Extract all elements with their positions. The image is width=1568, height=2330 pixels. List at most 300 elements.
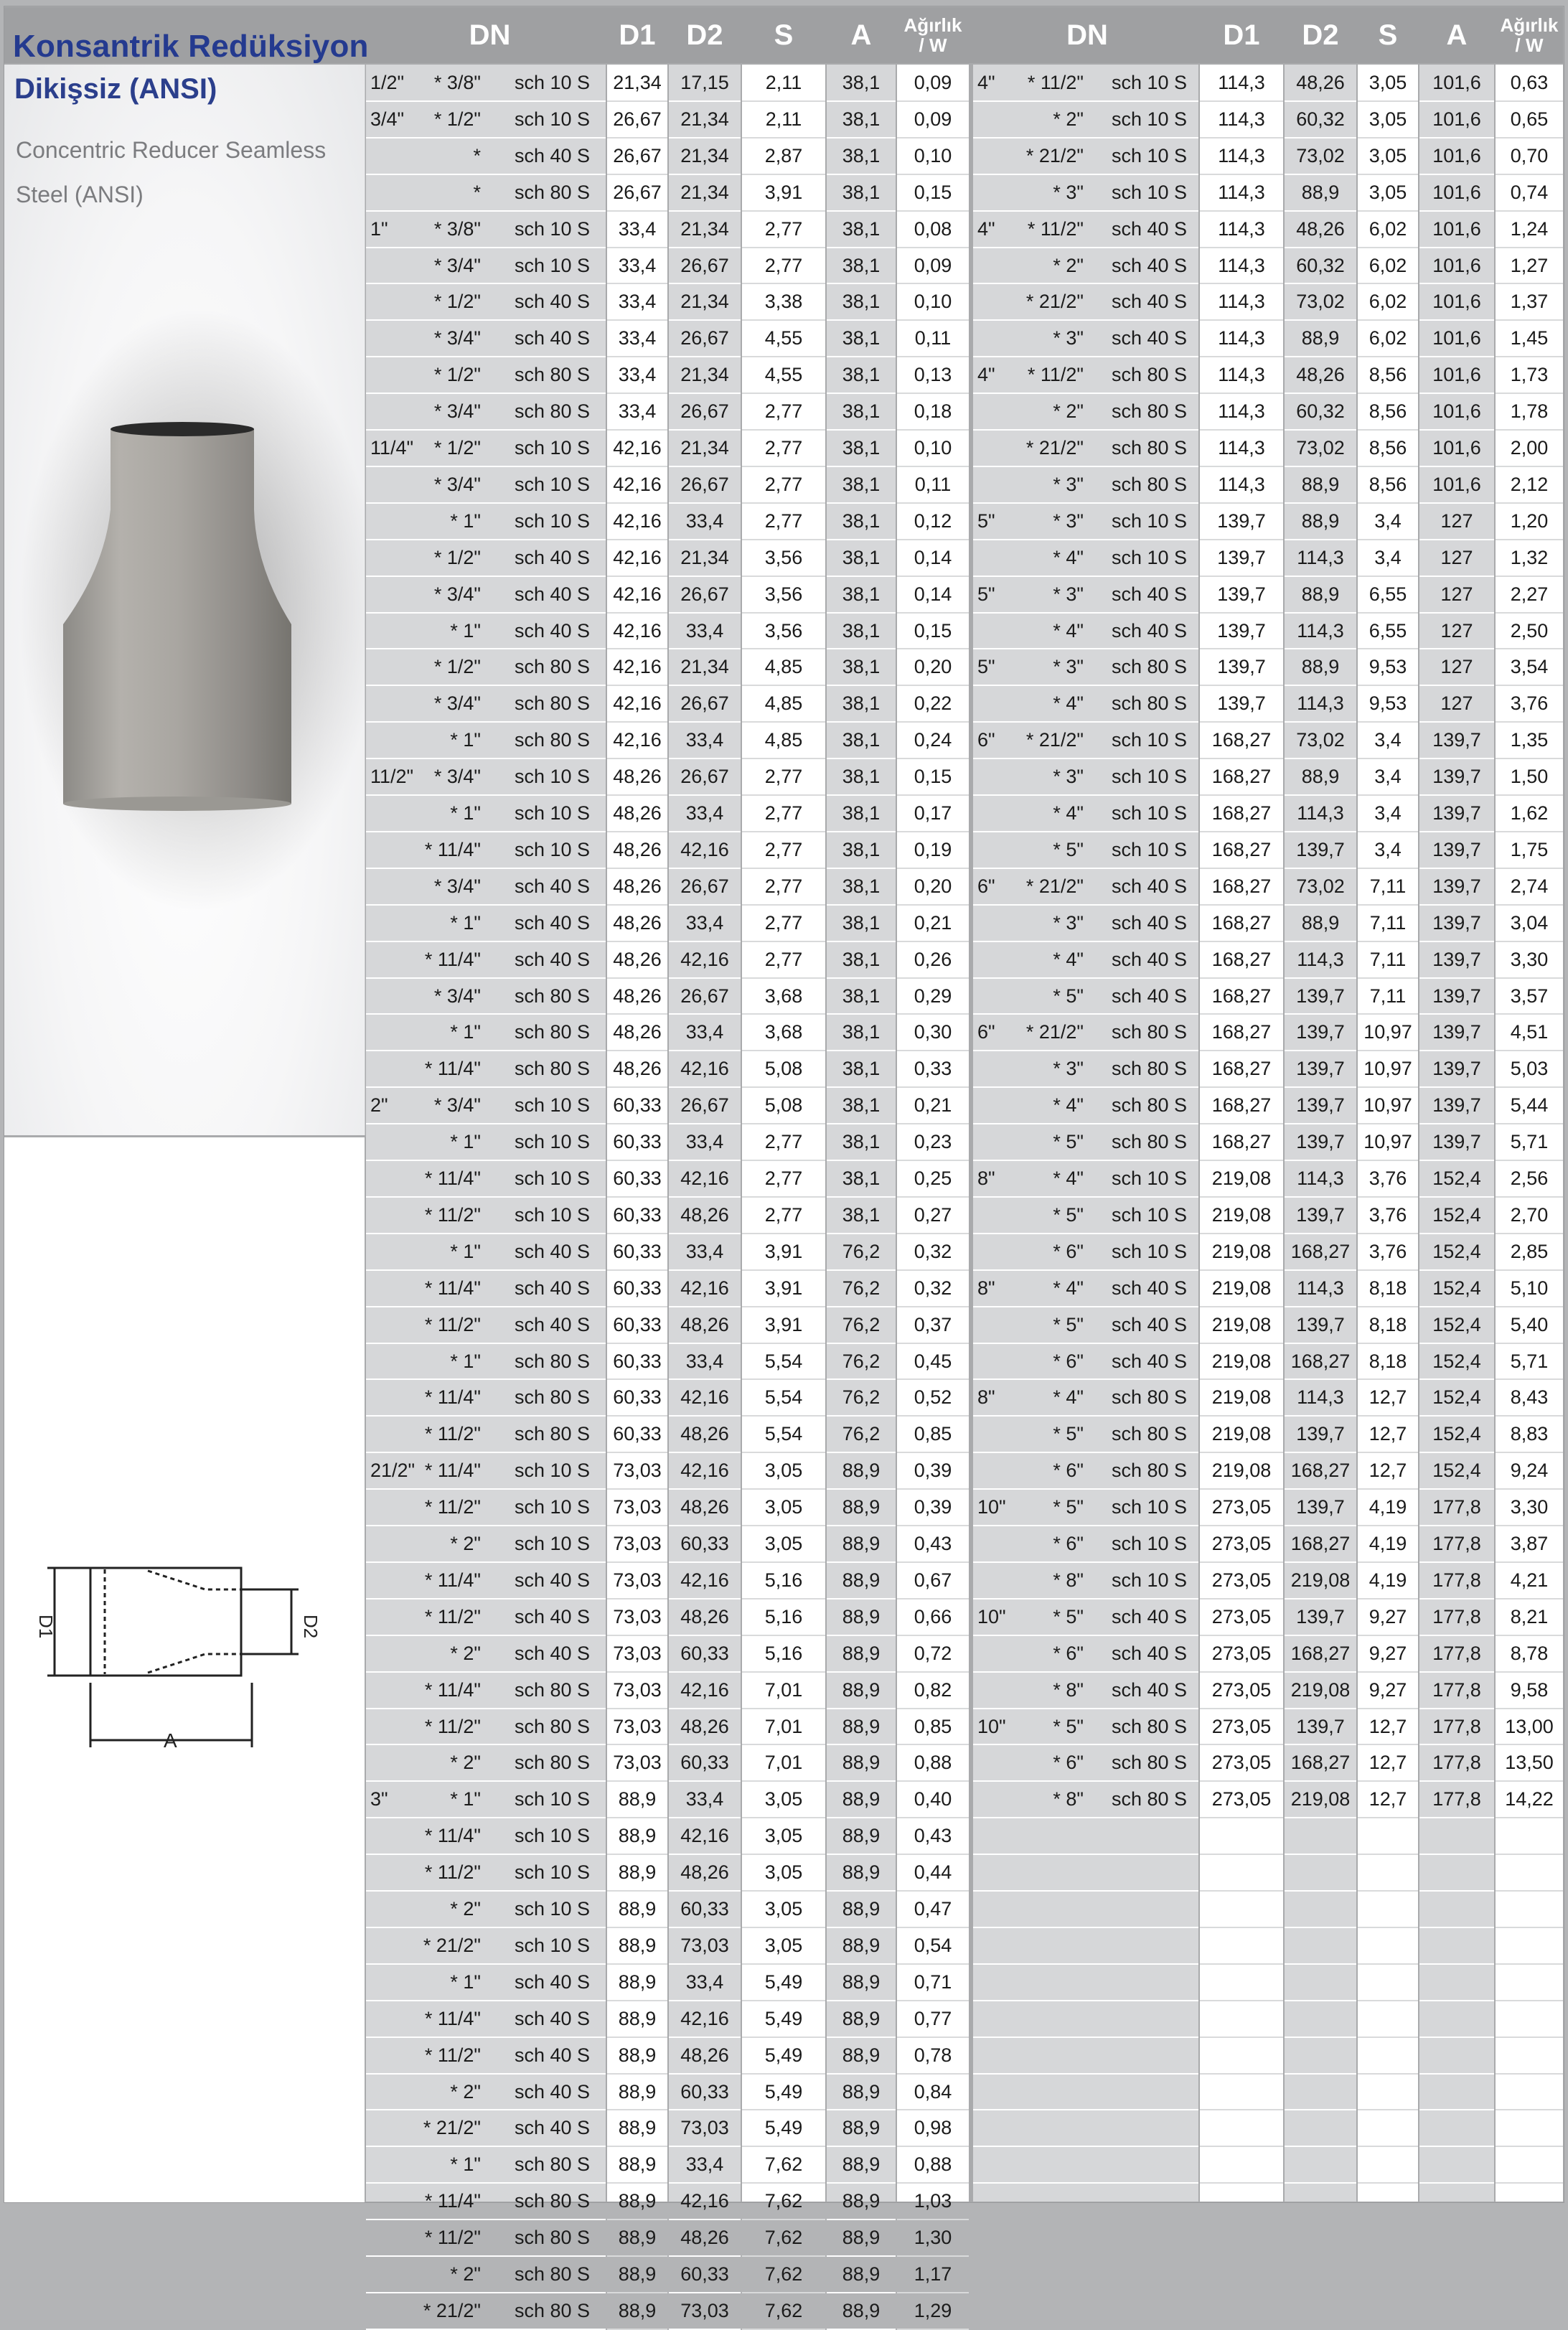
left-cell-d2: 48,26	[680, 1203, 729, 1226]
left-cell-dn1	[370, 1818, 421, 1854]
right-cell-dn2: * 3"	[1053, 473, 1084, 495]
left-cell-d1: 88,9	[618, 2117, 657, 2139]
left-cell-a: 88,9	[842, 1715, 881, 1737]
right-cell-w: 1,20	[1510, 509, 1549, 532]
right-cell-a: 152,4	[1432, 1460, 1481, 1482]
right-cell-d2: 48,26	[1296, 217, 1345, 240]
left-cell-dn2: * 11/2"	[424, 1496, 481, 1518]
left-cell-d2: 26,67	[680, 327, 729, 349]
left-cell-d1: 73,03	[613, 1678, 662, 1701]
left-cell-d1: 48,26	[613, 1021, 662, 1043]
table-row	[0, 138, 1568, 174]
right-cell-w: 1,32	[1510, 546, 1549, 568]
left-cell-sch: sch 40 S	[514, 1970, 590, 1993]
right-row-divider	[1419, 2146, 1494, 2147]
left-cell-d2: 26,67	[680, 254, 729, 276]
header-dn-left: DN	[469, 19, 511, 51]
left-cell-s: 5,49	[764, 2044, 803, 2066]
left-row-divider	[366, 2329, 606, 2330]
table-row	[0, 320, 1568, 357]
right-cell-a: 177,8	[1432, 1678, 1481, 1701]
right-cell-dn2: * 5"	[1053, 1496, 1084, 1518]
left-cell-d2: 21,34	[680, 181, 729, 203]
right-cell-sch: sch 40 S	[1111, 1605, 1187, 1627]
right-cell-sch: sch 80 S	[1111, 656, 1187, 678]
left-cell-s: 4,55	[764, 327, 803, 349]
left-cell-d1: 42,16	[613, 437, 662, 459]
left-cell-d2: 21,34	[680, 364, 729, 386]
left-cell-d1: 60,33	[613, 1094, 662, 1117]
left-cell-sch: sch 80 S	[514, 1423, 590, 1445]
left-cell-w: 0,14	[914, 546, 952, 568]
left-cell-a: 38,1	[842, 181, 881, 203]
right-cell-a: 177,8	[1432, 1752, 1481, 1774]
left-cell-dn2: * 11/4"	[424, 1569, 481, 1591]
right-cell-dn2: * 21/2"	[1025, 729, 1084, 751]
right-cell-d2: 60,32	[1296, 254, 1345, 276]
right-cell-dn2: * 4"	[1053, 1094, 1084, 1117]
right-row-divider	[1358, 2000, 1418, 2001]
left-cell-s: 5,16	[764, 1605, 803, 1627]
left-cell-w: 0,45	[914, 1350, 952, 1372]
left-cell-w: 0,21	[914, 911, 952, 934]
left-cell-d1: 60,33	[613, 1313, 662, 1335]
left-cell-d2: 33,4	[685, 729, 724, 751]
label-a: A	[164, 1729, 177, 1752]
right-row-divider	[1496, 1890, 1563, 1892]
right-row-divider	[1358, 1890, 1418, 1892]
left-cell-dn2: * 11/2"	[424, 2044, 481, 2066]
right-cell-s: 3,4	[1374, 838, 1402, 860]
right-cell-w: 13,00	[1505, 1715, 1554, 1737]
right-row-divider	[1200, 1817, 1283, 1818]
left-cell-dn2: * 11/4"	[424, 1386, 481, 1409]
table-row	[0, 2293, 1568, 2329]
right-cell-w: 0,63	[1510, 72, 1549, 93]
right-cell-w: 1,78	[1510, 400, 1549, 423]
left-cell-w: 0,12	[914, 509, 952, 532]
left-cell-d1: 48,26	[613, 802, 662, 824]
right-cell-dn2: * 21/2"	[1025, 437, 1084, 459]
right-cell-a: 101,6	[1432, 473, 1481, 495]
left-cell-w: 0,27	[914, 1203, 952, 1226]
right-row-divider	[1285, 2146, 1356, 2147]
right-cell-d1: 219,08	[1211, 1350, 1272, 1372]
left-cell-dn2: * 1"	[450, 2153, 481, 2176]
left-cell-dn2: * 11/4"	[424, 1825, 481, 1847]
right-row-divider	[973, 2000, 1198, 2001]
left-cell-sch: sch 80 S	[514, 1021, 590, 1043]
right-row-divider	[1419, 1927, 1494, 1928]
table-row	[0, 211, 1568, 248]
right-cell-d1: 114,3	[1218, 217, 1265, 240]
left-cell-w: 0,67	[914, 1569, 952, 1591]
right-cell-a: 152,4	[1432, 1168, 1481, 1189]
table-row	[0, 1818, 1568, 1854]
right-cell-dn1: 10"	[977, 1605, 1006, 1627]
table-row	[0, 2037, 1568, 2074]
left-cell-s: 3,05	[764, 1788, 803, 1810]
left-cell-dn2: * 1"	[450, 729, 481, 751]
right-cell-dn2: * 5"	[1053, 1313, 1084, 1335]
left-cell-sch: sch 80 S	[514, 985, 590, 1007]
left-cell-sch: sch 80 S	[514, 2153, 590, 2176]
left-cell-a: 88,9	[842, 2263, 881, 2285]
right-cell-d2: 219,08	[1290, 1678, 1351, 1701]
right-cell-s: 8,56	[1369, 364, 1407, 386]
left-cell-d2: 42,16	[680, 1168, 729, 1189]
right-cell-sch: sch 80 S	[1111, 1788, 1187, 1810]
left-cell-w: 0,39	[914, 1460, 952, 1482]
right-cell-w: 8,43	[1510, 1386, 1549, 1409]
right-row-divider	[1358, 2146, 1418, 2147]
right-cell-s: 6,02	[1369, 254, 1407, 276]
left-cell-sch: sch 10 S	[514, 1934, 590, 1956]
left-cell-w: 0,88	[914, 2153, 952, 2176]
table-row	[0, 174, 1568, 211]
right-cell-dn2: * 2"	[1053, 108, 1084, 130]
right-cell-d2: 168,27	[1290, 1752, 1351, 1774]
left-cell-dn2: * 11/2"	[424, 1715, 481, 1737]
left-cell-w: 0,40	[914, 1788, 952, 1810]
header-s-left: S	[774, 19, 794, 51]
left-cell-w: 0,82	[914, 1678, 952, 1701]
left-cell-w: 0,43	[914, 1533, 952, 1554]
left-cell-d2: 33,4	[685, 802, 724, 824]
right-cell-a: 152,4	[1432, 1386, 1481, 1409]
left-cell-w: 0,17	[914, 802, 952, 824]
table-row	[0, 1160, 1568, 1197]
left-cell-a: 38,1	[842, 546, 881, 568]
left-cell-sch: sch 10 S	[514, 473, 590, 495]
left-cell-d2: 73,03	[680, 2117, 729, 2139]
header-s-right: S	[1378, 19, 1398, 51]
left-cell-sch: sch 10 S	[514, 1825, 590, 1847]
table-row	[0, 1270, 1568, 1307]
left-cell-w: 0,08	[914, 217, 952, 240]
left-cell-dn2: * 1/2"	[433, 437, 481, 459]
left-cell-dn2: * 11/2"	[424, 1605, 481, 1627]
right-cell-d1: 168,27	[1211, 911, 1272, 934]
table-row	[0, 1452, 1568, 1489]
right-row-divider	[1419, 2182, 1494, 2184]
left-cell-sch: sch 40 S	[514, 144, 590, 166]
table-row	[0, 2146, 1568, 2183]
right-cell-dn2: * 21/2"	[1025, 144, 1084, 166]
left-cell-a: 38,1	[842, 948, 881, 970]
right-cell-d2: 139,7	[1296, 1496, 1345, 1518]
left-cell-dn1: 2"	[370, 1094, 388, 1117]
left-cell-d2: 48,26	[680, 1313, 729, 1335]
right-cell-d2: 73,02	[1296, 729, 1345, 751]
left-cell-w: 1,03	[914, 2190, 952, 2212]
right-cell-dn2: * 6"	[1053, 1642, 1084, 1664]
left-cell-sch: sch 80 S	[514, 656, 590, 678]
left-cell-d2: 48,26	[680, 2227, 729, 2249]
table-row	[0, 1526, 1568, 1562]
right-cell-d2: 60,32	[1296, 400, 1345, 423]
left-cell-a: 88,9	[842, 1642, 881, 1664]
right-cell-d1: 168,27	[1211, 766, 1272, 788]
left-cell-d2: 21,34	[680, 546, 729, 568]
right-row-divider	[1200, 2182, 1283, 2184]
left-cell-dn2: * 3/4"	[433, 473, 481, 495]
left-cell-s: 5,08	[764, 1058, 803, 1080]
right-cell-sch: sch 80 S	[1111, 692, 1187, 715]
right-cell-d1: 168,27	[1211, 1021, 1272, 1043]
left-cell-dn2: * 1"	[450, 1788, 481, 1810]
table-row	[0, 1087, 1568, 1124]
left-cell-s: 2,77	[764, 509, 803, 532]
right-cell-dn1: 8"	[977, 1277, 995, 1299]
right-cell-dn1: 6"	[977, 729, 995, 751]
right-cell-dn2: * 3"	[1053, 766, 1084, 788]
left-cell-d1: 42,16	[613, 692, 662, 715]
right-cell-d2: 114,3	[1297, 546, 1344, 568]
right-cell-s: 10,97	[1363, 1131, 1412, 1153]
right-cell-s: 12,7	[1369, 1788, 1407, 1810]
right-cell-dn2: * 3"	[1053, 181, 1084, 203]
left-cell-d1: 33,4	[618, 217, 657, 240]
left-cell-sch: sch 40 S	[514, 1642, 590, 1664]
right-cell-a: 139,7	[1432, 985, 1481, 1007]
left-cell-a: 38,1	[842, 473, 881, 495]
right-cell-d1: 273,05	[1211, 1678, 1272, 1701]
left-cell-a: 38,1	[842, 254, 881, 276]
left-cell-sch: sch 40 S	[514, 948, 590, 970]
left-cell-sch: sch 10 S	[514, 254, 590, 276]
header-d2-left: D2	[686, 19, 723, 51]
right-cell-a: 127	[1440, 656, 1473, 678]
right-cell-sch: sch 40 S	[1111, 1642, 1187, 1664]
left-cell-sch: sch 80 S	[514, 2190, 590, 2212]
left-cell-dn2: * 3/4"	[433, 327, 481, 349]
table-row	[0, 248, 1568, 284]
left-cell-dn1	[370, 2110, 421, 2146]
left-cell-s: 5,16	[764, 1642, 803, 1664]
left-cell-d2: 26,67	[680, 766, 729, 788]
left-cell-d1: 73,03	[613, 1533, 662, 1554]
left-cell-dn2: * 11/4"	[424, 2190, 481, 2212]
right-cell-d2: 139,7	[1296, 1131, 1345, 1153]
left-cell-dn2: * 2"	[450, 1898, 481, 1920]
left-cell-dn1	[370, 1854, 421, 1891]
right-cell-d1: 273,05	[1211, 1752, 1272, 1774]
right-cell-d2: 114,3	[1297, 1277, 1344, 1299]
right-cell-d1: 168,27	[1211, 729, 1272, 751]
left-cell-d1: 88,9	[618, 2153, 657, 2176]
left-cell-a: 88,9	[842, 2007, 881, 2029]
left-cell-s: 7,01	[764, 1715, 803, 1737]
right-cell-dn2: * 11/2"	[1027, 217, 1084, 240]
left-cell-a: 38,1	[842, 1168, 881, 1189]
right-cell-sch: sch 80 S	[1111, 1715, 1187, 1737]
right-cell-s: 3,76	[1369, 1240, 1407, 1262]
right-cell-sch: sch 10 S	[1111, 729, 1187, 751]
left-cell-d2: 21,34	[680, 217, 729, 240]
left-cell-sch: sch 80 S	[514, 1715, 590, 1737]
left-cell-w: 0,20	[914, 875, 952, 897]
left-cell-w: 0,23	[914, 1131, 952, 1153]
right-cell-d1: 139,7	[1217, 692, 1266, 715]
left-cell-a: 38,1	[842, 838, 881, 860]
right-cell-d1: 139,7	[1217, 546, 1266, 568]
left-cell-sch: sch 10 S	[514, 1094, 590, 1117]
left-cell-s: 5,49	[764, 1970, 803, 1993]
right-cell-w: 1,75	[1510, 838, 1549, 860]
right-cell-d1: 219,08	[1211, 1460, 1272, 1482]
left-cell-sch: sch 80 S	[514, 181, 590, 203]
table-row	[0, 1343, 1568, 1380]
right-cell-w: 1,27	[1510, 254, 1549, 276]
right-cell-sch: sch 40 S	[1111, 911, 1187, 934]
right-row-divider	[1285, 2109, 1356, 2110]
right-cell-w: 0,74	[1510, 181, 1549, 203]
right-cell-s: 6,02	[1369, 217, 1407, 240]
left-cell-w: 0,11	[914, 473, 952, 495]
left-cell-d2: 33,4	[685, 1970, 724, 1993]
left-cell-dn2: *	[473, 144, 481, 166]
right-cell-dn1: 10"	[977, 1715, 1006, 1737]
table-row	[0, 1709, 1568, 1745]
right-cell-sch: sch 10 S	[1111, 1240, 1187, 1262]
left-cell-s: 3,91	[764, 1277, 803, 1299]
left-cell-dn2: * 3/8"	[433, 217, 481, 240]
left-cell-s: 2,77	[764, 1203, 803, 1226]
left-cell-sch: sch 80 S	[514, 2299, 590, 2321]
header-a-right: A	[1446, 19, 1468, 51]
right-cell-a: 139,7	[1432, 875, 1481, 897]
right-row-divider	[1358, 2073, 1418, 2075]
right-cell-dn2: * 2"	[1053, 400, 1084, 423]
right-cell-dn1: 4"	[977, 364, 995, 386]
right-cell-s: 3,05	[1369, 72, 1407, 93]
left-cell-dn2: * 2"	[450, 1752, 481, 1774]
right-cell-dn2: * 5"	[1053, 1131, 1084, 1153]
right-cell-dn2: * 4"	[1053, 619, 1084, 642]
left-cell-s: 2,77	[764, 400, 803, 423]
right-cell-dn2: * 6"	[1053, 1533, 1084, 1554]
left-cell-sch: sch 10 S	[514, 1131, 590, 1153]
left-cell-d1: 88,9	[618, 2299, 657, 2321]
right-cell-dn2: * 3"	[1053, 911, 1084, 934]
left-cell-a: 88,9	[842, 1678, 881, 1701]
right-cell-sch: sch 40 S	[1111, 291, 1187, 313]
left-cell-w: 0,09	[914, 254, 952, 276]
right-cell-d2: 88,9	[1301, 766, 1340, 788]
right-cell-d2: 139,7	[1296, 1203, 1345, 1226]
left-cell-s: 3,56	[764, 619, 803, 642]
right-cell-s: 7,11	[1369, 948, 1407, 970]
left-cell-d1: 60,33	[613, 1168, 662, 1189]
left-cell-d2: 48,26	[680, 1715, 729, 1737]
left-cell-dn2: * 11/4"	[424, 1678, 481, 1701]
left-cell-d1: 42,16	[613, 546, 662, 568]
left-cell-sch: sch 10 S	[514, 1861, 590, 1884]
right-cell-d2: 60,32	[1296, 108, 1345, 130]
left-cell-s: 5,49	[764, 2080, 803, 2103]
right-cell-d2: 88,9	[1301, 327, 1340, 349]
table-row	[0, 978, 1568, 1015]
left-cell-s: 2,77	[764, 875, 803, 897]
left-cell-d2: 48,26	[680, 2044, 729, 2066]
left-cell-s: 3,56	[764, 546, 803, 568]
left-cell-a: 38,1	[842, 802, 881, 824]
left-cell-s: 3,05	[764, 1898, 803, 1920]
right-cell-d2: 88,9	[1301, 656, 1340, 678]
left-cell-a: 76,2	[842, 1350, 881, 1372]
left-cell-d1: 48,26	[613, 875, 662, 897]
left-cell-a: 38,1	[842, 1203, 881, 1226]
right-cell-d1: 168,27	[1211, 838, 1272, 860]
left-cell-d2: 33,4	[685, 1788, 724, 1810]
right-cell-dn2: * 3"	[1053, 656, 1084, 678]
right-cell-d2: 168,27	[1290, 1642, 1351, 1664]
left-cell-s: 2,77	[764, 766, 803, 788]
left-cell-s: 7,62	[764, 2190, 803, 2212]
left-cell-dn1: 11/4"	[370, 437, 414, 459]
right-cell-s: 12,7	[1369, 1460, 1407, 1482]
right-cell-a: 139,7	[1432, 948, 1481, 970]
right-cell-a: 177,8	[1432, 1569, 1481, 1591]
left-cell-dn2: * 3/4"	[433, 985, 481, 1007]
right-cell-d2: 88,9	[1301, 911, 1340, 934]
table-row	[0, 2183, 1568, 2219]
right-cell-sch: sch 40 S	[1111, 254, 1187, 276]
right-cell-w: 1,50	[1510, 766, 1549, 788]
left-cell-d2: 33,4	[685, 911, 724, 934]
left-cell-d1: 48,26	[613, 838, 662, 860]
table-row	[0, 65, 1568, 101]
right-cell-d1: 219,08	[1211, 1386, 1272, 1409]
right-cell-d1: 168,27	[1211, 1058, 1272, 1080]
right-cell-dn2: * 4"	[1053, 1168, 1084, 1189]
right-cell-s: 3,76	[1369, 1168, 1407, 1189]
right-cell-a: 101,6	[1432, 437, 1481, 459]
left-cell-s: 3,68	[764, 1021, 803, 1043]
right-cell-w: 8,78	[1510, 1642, 1549, 1664]
right-cell-a: 101,6	[1432, 108, 1481, 130]
right-cell-s: 3,05	[1369, 144, 1407, 166]
left-cell-dn2: * 3/4"	[433, 875, 481, 897]
right-row-divider	[973, 1963, 1198, 1965]
left-cell-d2: 42,16	[680, 2190, 729, 2212]
table-row	[0, 722, 1568, 758]
left-cell-w: 0,32	[914, 1240, 952, 1262]
right-cell-sch: sch 80 S	[1111, 1094, 1187, 1117]
right-cell-w: 9,58	[1510, 1678, 1549, 1701]
right-cell-a: 127	[1440, 692, 1473, 715]
left-cell-s: 2,77	[764, 802, 803, 824]
left-cell-w: 0,54	[914, 1934, 952, 1956]
right-cell-s: 4,19	[1369, 1569, 1407, 1591]
left-cell-a: 88,9	[842, 1898, 881, 1920]
right-cell-dn2: * 3"	[1053, 327, 1084, 349]
header-d2-right: D2	[1302, 19, 1339, 51]
right-row-divider	[1496, 1927, 1563, 1928]
left-cell-d1: 88,9	[618, 2190, 657, 2212]
right-cell-sch: sch 10 S	[1111, 838, 1187, 860]
left-cell-s: 3,05	[764, 1460, 803, 1482]
table-row	[0, 1672, 1568, 1709]
left-cell-s: 3,05	[764, 1533, 803, 1554]
right-cell-s: 6,55	[1369, 583, 1407, 605]
left-cell-a: 88,9	[842, 1605, 881, 1627]
left-cell-dn2: * 1"	[450, 1021, 481, 1043]
right-cell-d1: 219,08	[1211, 1240, 1272, 1262]
left-cell-dn2: * 11/2"	[424, 1861, 481, 1884]
table-row	[0, 1891, 1568, 1927]
